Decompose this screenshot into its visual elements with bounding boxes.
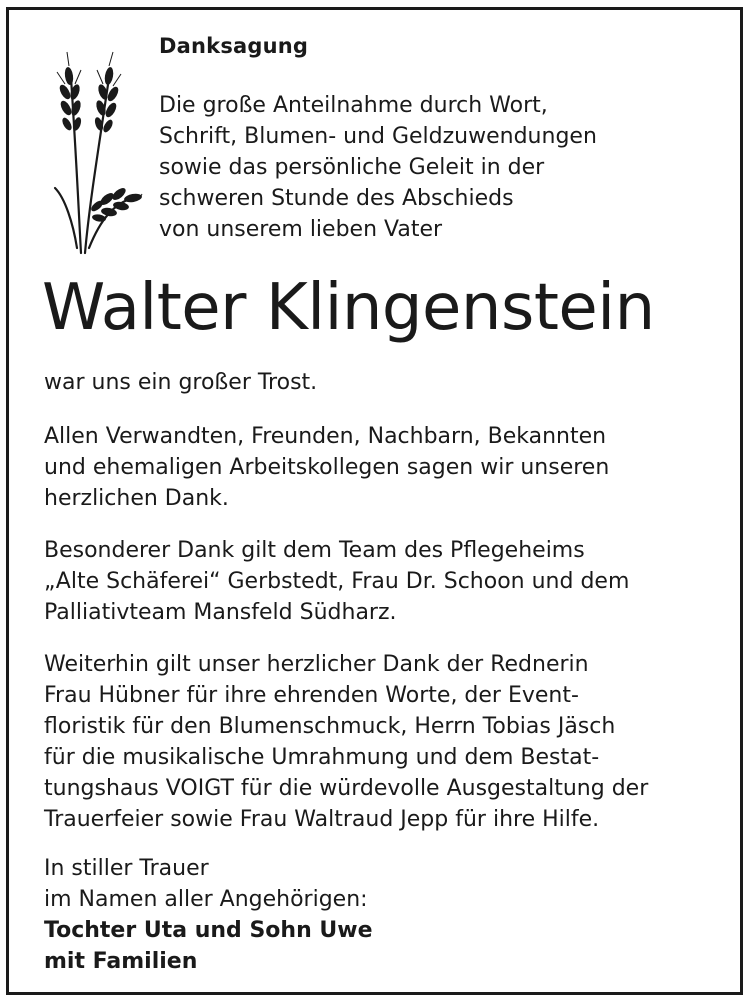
- paragraph-thanks-ceremony: [44, 649, 724, 835]
- intro-text: [159, 90, 719, 245]
- text-line: floristik für den Blumenschmuck, Herrn Tobias Jäsch: [44, 714, 616, 739]
- paragraph-thanks-relatives: [44, 421, 724, 514]
- heading: Danksagung: [159, 34, 309, 58]
- intro-line: schweren Stunde des Abschieds: [159, 186, 514, 211]
- text-line: herzlichen Dank.: [44, 486, 229, 511]
- deceased-name: Walter Klingenstein: [42, 271, 655, 345]
- intro-line: Die große Anteilnahme durch Wort,: [159, 93, 548, 118]
- paragraph-comfort: [44, 367, 724, 398]
- text-line: und ehemaligen Arbeitskollegen sagen wir unseren: [44, 455, 610, 480]
- text-line: war uns ein großer Trost.: [44, 370, 318, 395]
- closing-line: In stiller Trauer: [44, 856, 209, 881]
- text-line: Frau Hübner für ihre ehrenden Worte, der Event-: [44, 683, 579, 708]
- text-line: Allen Verwandten, Freunden, Nachbarn, Bekannten: [44, 424, 607, 449]
- text-line: „Alte Schäferei“ Gerbstedt, Frau Dr. Schoon und dem: [44, 569, 630, 594]
- text-line: Besonderer Dank gilt dem Team des Pflegeheims: [44, 538, 585, 563]
- intro-line: sowie das persönliche Geleit in der: [159, 155, 545, 180]
- wheat-ears-icon: [51, 48, 143, 258]
- text-line: Palliativteam Mansfeld Südharz.: [44, 600, 397, 625]
- closing-line: im Namen aller Angehörigen:: [44, 887, 368, 912]
- obituary-notice: [6, 7, 743, 995]
- paragraph-thanks-care: [44, 535, 724, 628]
- text-line: für die musikalische Umrahmung und dem Bestat-: [44, 745, 600, 770]
- text-line: Trauerfeier sowie Frau Waltraud Jepp für ihre Hilfe.: [44, 807, 600, 832]
- signatory: mit Familien: [44, 949, 198, 974]
- text-line: tungshaus VOIGT für die würdevolle Ausgestaltung der: [44, 776, 649, 801]
- signature-block: [44, 853, 373, 977]
- intro-line: Schrift, Blumen- und Geldzuwendungen: [159, 124, 597, 149]
- text-line: Weiterhin gilt unser herzlicher Dank der Rednerin: [44, 652, 589, 677]
- intro-line: von unserem lieben Vater: [159, 217, 443, 242]
- signatory: Tochter Uta und Sohn Uwe: [44, 918, 373, 943]
